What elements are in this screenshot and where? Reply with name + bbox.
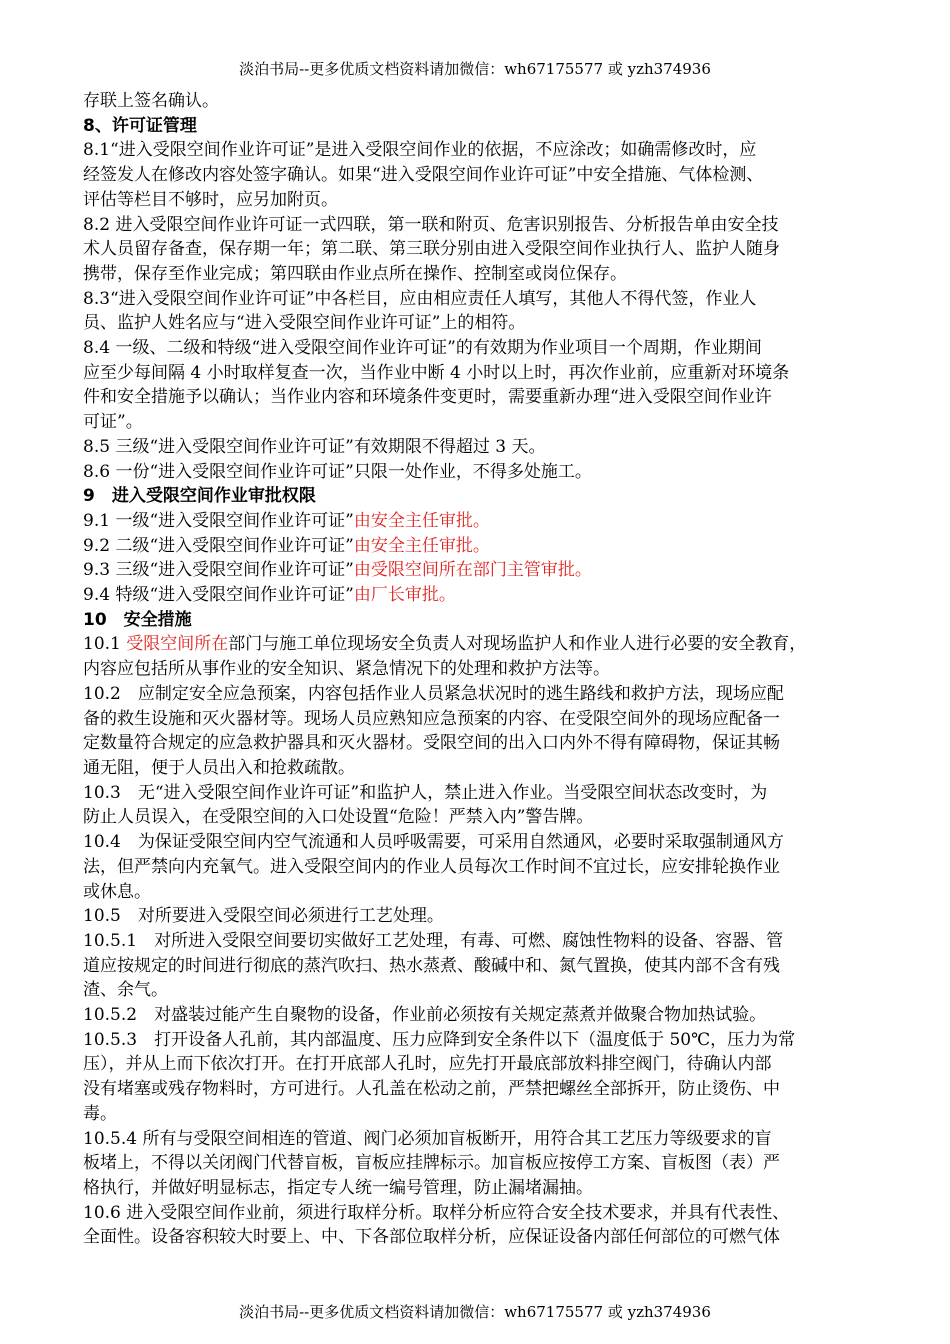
text-line: 道应按规定的时间进行彻底的蒸汽吹扫、热水蒸煮、酸碱中和、氮气置换，使其内部不含有残 xyxy=(83,955,780,976)
text-line: 存联上签名确认。 xyxy=(83,91,219,111)
text-line: 通无阻，便于人员出入和抢救疏散。 xyxy=(83,757,355,778)
text-line: 渣、余气。 xyxy=(83,980,168,1001)
section-heading-8: 8、许可证管理 xyxy=(83,115,197,136)
text-line: 10.1 受限空间所在部门与施工单位现场安全负责人对现场监护人和作业人进行必要的安全教育， xyxy=(83,634,807,655)
text-line: 术人员留存备查，保存期一年；第二联、第三联分别由进入受限空间作业执行人、监护人随身 xyxy=(83,239,780,260)
text-line: 8.5 三级“进入受限空间作业许可证”有效期限不得超过 3 天。 xyxy=(83,436,546,457)
text-line: 9.1 一级“进入受限空间作业许可证”由安全主任审批。 xyxy=(83,510,490,531)
text-line: 员、监护人姓名应与“进入受限空间作业许可证”上的相符。 xyxy=(83,313,526,334)
text-line: 或休息。 xyxy=(83,881,151,902)
highlight-text: 由安全主任审批。 xyxy=(353,535,490,556)
highlight-text: 由安全主任审批。 xyxy=(353,510,490,531)
text-line: 8.4 一级、二级和特级“进入受限空间作业许可证”的有效期为作业项目一个周期，作业期间 xyxy=(83,338,762,359)
text-line: 8.2 进入受限空间作业许可证一式四联，第一联和附页、危害识别报告、分析报告单由安全技 xyxy=(83,214,779,235)
text-line: 8.3“进入受限空间作业许可证”中各栏目，应由相应责任人填写，其他人不得代签，作业人 xyxy=(83,288,757,309)
highlight-text: 受限空间所在 xyxy=(126,634,229,655)
text-line: 经签发人在修改内容处签字确认。如果“进入受限空间作业许可证”中安全措施、气体检测、 xyxy=(83,165,764,186)
text-line: 9.3 三级“进入受限空间作业许可证”由受限空间所在部门主管审批。 xyxy=(83,560,592,581)
text-line: 10.5 对所要进入受限空间必须进行工艺处理。 xyxy=(83,906,444,927)
text-line: 应至少每间隔 4 小时取样复查一次，当作业中断 4 小时以上时，再次作业前，应重新对环境条 xyxy=(83,362,790,383)
text-line: 10.5.2 对盛装过能产生自聚物的设备，作业前必须按有关规定蒸煮并做聚合物加热试验。 xyxy=(83,1005,767,1026)
text-line: 10.3 无“进入受限空间作业许可证”和监护人，禁止进入作业。当受限空间状态改变时，为 xyxy=(83,782,768,803)
text-line: 可证”。 xyxy=(83,412,143,433)
text-line: 防止人员误入，在受限空间的入口处设置“危险！严禁入内”警告牌。 xyxy=(83,807,594,828)
text-line: 10.5.1 对所进入受限空间要切实做好工艺处理，有毒、可燃、腐蚀性物料的设备、容器、管 xyxy=(83,930,784,951)
section-heading-9: 9 进入受限空间作业审批权限 xyxy=(83,486,316,507)
text-line: 压），并从上而下依次打开。在打开底部人孔时，应先打开最底部放料排空阀门，待确认内部 xyxy=(83,1054,772,1075)
section-heading-10: 10 安全措施 xyxy=(83,609,192,630)
text-line: 10.2 应制定安全应急预案，内容包括作业人员紧急状况时的逃生路线和救护方法，现场应配 xyxy=(83,683,784,704)
text-line: 9.2 二级“进入受限空间作业许可证”由安全主任审批。 xyxy=(83,535,490,556)
text-line: 携带，保存至作业完成；第四联由作业点所在操作、控制室或岗位保存。 xyxy=(83,263,627,284)
text-line: 10.5.3 打开设备人孔前，其内部温度、压力应降到安全条件以下（温度低于 50℃，压力为常 xyxy=(83,1029,796,1050)
text-line: 毒。 xyxy=(83,1103,117,1124)
page-header: 淡泊书局--更多优质文档资料请加微信：wh67175577 或 yzh374936 xyxy=(239,60,711,78)
text-line: 评估等栏目不够时，应另加附页。 xyxy=(83,189,338,210)
document-body xyxy=(83,89,873,1250)
text-line: 9.4 特级“进入受限空间作业许可证”由厂长审批。 xyxy=(83,585,456,606)
text-line: 备的救生设施和灭火器材等。现场人员应熟知应急预案的内容、在受限空间外的现场应配备一 xyxy=(83,708,780,729)
text-line: 件和安全措施予以确认；当作业内容和环境条件变更时，需要重新办理“进入受限空间作业许 xyxy=(83,387,772,408)
text-line: 法，但严禁向内充氧气。进入受限空间内的作业人员每次工作时间不宜过长，应安排轮换作业 xyxy=(83,856,780,877)
text-line: 定数量符合规定的应急救护器具和灭火器材。受限空间的出入口内外不得有障碍物，保证其畅 xyxy=(83,733,780,754)
text-line: 8.6 一份“进入受限空间作业许可证”只限一处作业，不得多处施工。 xyxy=(83,461,592,482)
text-line: 内容应包括所从事作业的安全知识、紧急情况下的处理和救护方法等。 xyxy=(83,659,610,680)
highlight-text: 由受限空间所在部门主管审批。 xyxy=(353,560,592,581)
text-line: 10.6 进入受限空间作业前，须进行取样分析。取样分析应符合安全技术要求，并具有代表性、 xyxy=(83,1202,790,1223)
text-line: 8.1“进入受限空间作业许可证”是进入受限空间作业的依据，不应涂改；如确需修改时，应 xyxy=(83,140,757,161)
text-line: 全面性。设备容积较大时要上、中、下各部位取样分析，应保证设备内部任何部位的可燃气体 xyxy=(83,1227,780,1248)
text-line: 10.4 为保证受限空间内空气流通和人员呼吸需要，可采用自然通风，必要时采取强制通风方 xyxy=(83,832,784,853)
text-line: 10.5.4 所有与受限空间相连的管道、阀门必须加盲板断开，用符合其工艺压力等级要求的盲 xyxy=(83,1128,772,1149)
text-line: 格执行，并做好明显标志，指定专人统一编号管理，防止漏堵漏抽。 xyxy=(83,1177,593,1198)
text-line: 板堵上，不得以关闭阀门代替盲板，盲板应挂牌标示。加盲板应按停工方案、盲板图（表）严 xyxy=(83,1153,780,1174)
highlight-text: 由厂长审批。 xyxy=(353,585,456,606)
page-footer: 淡泊书局--更多优质文档资料请加微信：wh67175577 或 yzh374936 xyxy=(239,1303,711,1321)
text-line: 没有堵塞或残存物料时，方可进行。人孔盖在松动之前，严禁把螺丝全部拆开，防止烫伤、中 xyxy=(83,1079,780,1100)
